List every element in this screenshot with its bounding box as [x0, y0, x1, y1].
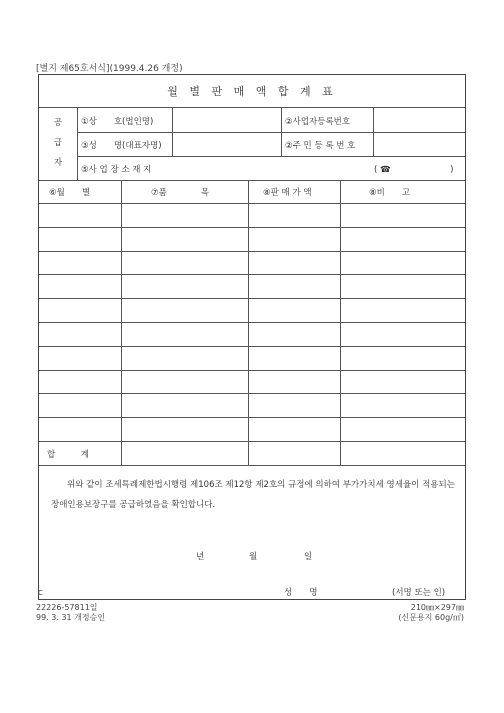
table-row-rule [39, 227, 465, 228]
supplier-char-1: 공 [53, 118, 63, 128]
signature-sign-label: (서명 또는 인) [392, 588, 446, 598]
footer-code: 22226-57811일 [36, 603, 98, 612]
supplier-label [48, 113, 68, 173]
table-row-rule [39, 370, 465, 371]
header-item: ⑦품 목 [151, 188, 210, 198]
form-number-header: [별지 제65호서식](1999.4.26 개정) [36, 64, 183, 74]
footer-approval: 99. 3. 31 개정승인 [36, 613, 106, 622]
signature-name-label: 성 명 [284, 588, 318, 598]
rule-supplier-left [77, 107, 78, 180]
resident-no-label: ②주 민 등 록 번 호 [285, 141, 356, 151]
table-row-rule [39, 322, 465, 323]
rule-supplier-mid2 [281, 107, 282, 156]
footer-size: 210㎜×297㎜ [410, 603, 464, 612]
biz-reg-no-label: ②사업자등록번호 [285, 117, 351, 127]
phone-field: ( ☎ ) [374, 165, 454, 175]
table-row-rule [39, 346, 465, 347]
form-frame [38, 74, 466, 600]
rule-supplier-mid3 [373, 107, 374, 156]
table-row-rule [39, 251, 465, 252]
supplier-char-3: 자 [53, 158, 63, 168]
representative-label: ③성 명(대표자명) [81, 141, 162, 151]
header-remarks: ⑧비 고 [369, 188, 411, 198]
date-year: 년 [196, 552, 205, 562]
total-label: 합 계 [47, 450, 89, 460]
date-day: 일 [304, 552, 313, 562]
table-row-rule [39, 274, 465, 275]
declaration-text: 위와 같이 조세특례제한법시행령 제106조 제12항 제2호의 규정에 의하여 부가가치세 영세율이 적용되는 장애인용보장구를 공급하였음을 확인합니다. [51, 480, 455, 510]
table-row-rule [39, 393, 465, 394]
corner-mark: C [38, 589, 43, 597]
rule-supplier-bottom [39, 180, 465, 181]
date-month: 월 [249, 552, 258, 562]
form-title: 월 별 판 매 액 합 계 표 [167, 85, 337, 98]
rule-supplier-mid1 [172, 107, 173, 156]
rule-supplier-2 [77, 156, 465, 157]
header-sales-amount: ⑧판 매 가 액 [263, 188, 312, 198]
supplier-char-2: 급 [53, 138, 63, 148]
footer-paper: (신문용지 60g/㎡) [398, 613, 464, 622]
rule-header-bottom [39, 203, 465, 204]
rule-top [39, 107, 465, 108]
address-label: ⑤사 업 장 소 재 지 [81, 165, 152, 175]
table-row-rule [39, 417, 465, 418]
table-row-rule [39, 298, 465, 299]
rule-total-bottom [39, 465, 465, 466]
rule-total-top [39, 441, 465, 442]
header-month: ⑥월 별 [49, 188, 91, 198]
rule-supplier-1 [77, 132, 465, 133]
trade-name-label: ①상 호(법인명) [81, 117, 154, 127]
